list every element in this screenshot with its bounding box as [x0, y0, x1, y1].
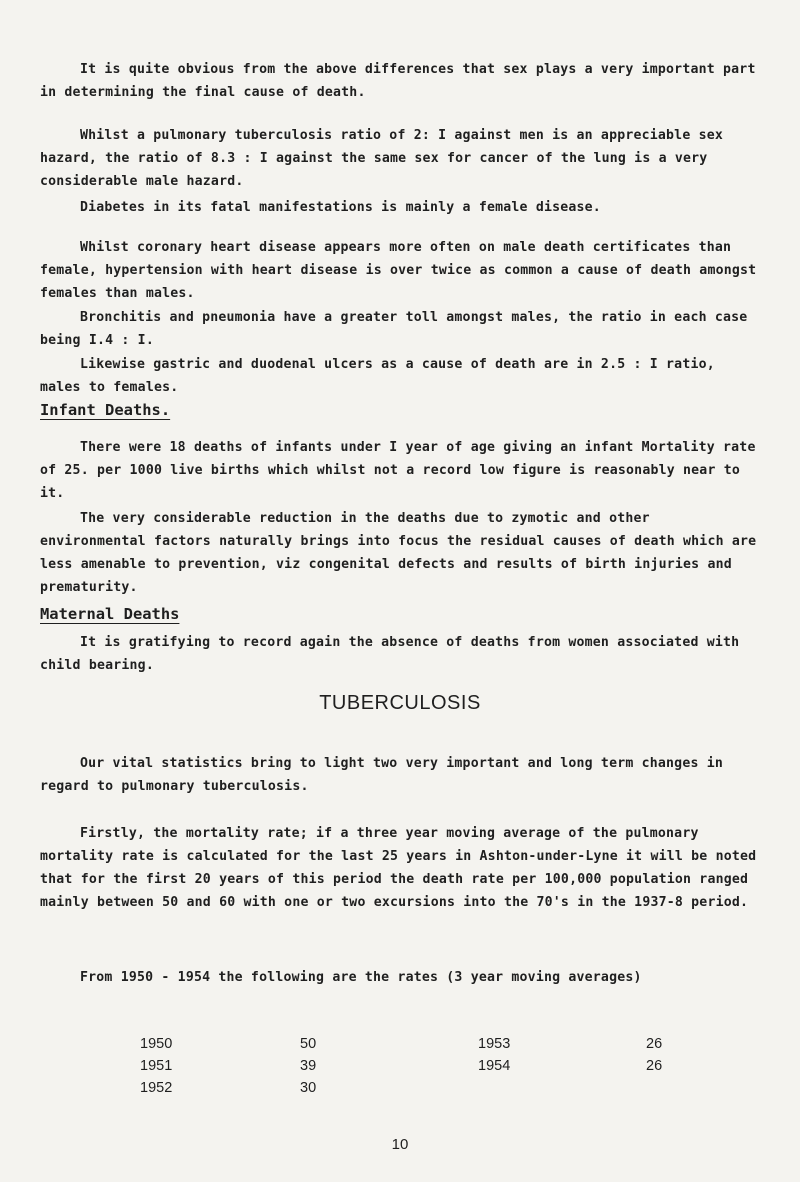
page-number: 10 — [391, 1136, 409, 1153]
paragraph-diabetes: Diabetes in its fatal manifestations is mainly a female disease. — [80, 200, 601, 215]
paragraph-sex-differences: It is quite obvious from the above differences that sex plays a very important part in determining the final cause of death. — [40, 62, 756, 100]
paragraph-ulcers: Likewise gastric and duodenal ulcers as a cause of death are in 2.5 : I ratio, males to females. — [40, 357, 715, 395]
paragraph-coronary: Whilst coronary heart disease appears more often on male death certificates than female, hypertension with heart disease is over twice as common a cause of death amongst females than males. — [40, 240, 757, 301]
section-title-tuberculosis: TUBERCULOSIS — [319, 692, 481, 714]
heading-infant-deaths: Infant Deaths. — [40, 401, 171, 419]
year-cell: 1953 — [478, 1036, 511, 1052]
paragraph-vital-statistics: Our vital statistics bring to light two very important and long term changes in regard to pulmonary tuberculosis. — [40, 756, 724, 794]
paragraph-maternal: It is gratifying to record again the absence of deaths from women associated with child bearing. — [40, 635, 740, 673]
rate-cell: 26 — [646, 1058, 663, 1074]
heading-maternal-deaths: Maternal Deaths — [40, 605, 180, 623]
paragraph-tuberculosis-cancer: Whilst a pulmonary tuberculosis ratio of 2: I against men is an appreciable sex hazard, the ratio of 8.3 : I against the same sex for cancer of the lung is a very considerable male hazard. — [40, 128, 724, 189]
year-cell — [478, 1080, 646, 1102]
year-cell: 1952 — [140, 1080, 173, 1096]
rate-cell: 39 — [300, 1058, 317, 1074]
table-row — [140, 1058, 686, 1080]
rate-cell: 30 — [300, 1080, 317, 1096]
table-row — [140, 1036, 686, 1058]
table-row — [140, 1080, 686, 1102]
year-cell: 1951 — [140, 1058, 173, 1074]
year-cell: 1954 — [478, 1058, 511, 1074]
paragraph-rates-intro: From 1950 - 1954 the following are the rates (3 year moving averages) — [80, 970, 642, 985]
paragraph-mortality-rate: Firstly, the mortality rate; if a three year moving average of the pulmonary mortality rate is calculated for the last 25 years in Ashton-under-Lyne it will be noted that for the first 20 years of this period the death rate per 100,000 population ranged mainly between 50 and 60 with one or two excursions into the 70's in the 1937-8 period. — [40, 826, 757, 910]
rate-cell — [646, 1080, 686, 1102]
paragraph-infant-mortality: There were 18 deaths of infants under I year of age giving an infant Mortality rate of 25. per 1000 live births which whilst not a record low figure is reasonably near to it. — [40, 440, 756, 501]
paragraph-infant-causes: The very considerable reduction in the deaths due to zymotic and other environmental factors naturally brings into focus the residual causes of death which are less amenable to prevention, viz congenital defects and results of birth injuries and prematurity. — [40, 511, 757, 595]
paragraph-bronchitis: Bronchitis and pneumonia have a greater toll amongst males, the ratio in each case being I.4 : I. — [40, 310, 748, 348]
rate-cell: 26 — [646, 1036, 663, 1052]
rate-cell: 50 — [300, 1036, 317, 1052]
rates-table — [140, 1036, 686, 1102]
year-cell: 1950 — [140, 1036, 173, 1052]
